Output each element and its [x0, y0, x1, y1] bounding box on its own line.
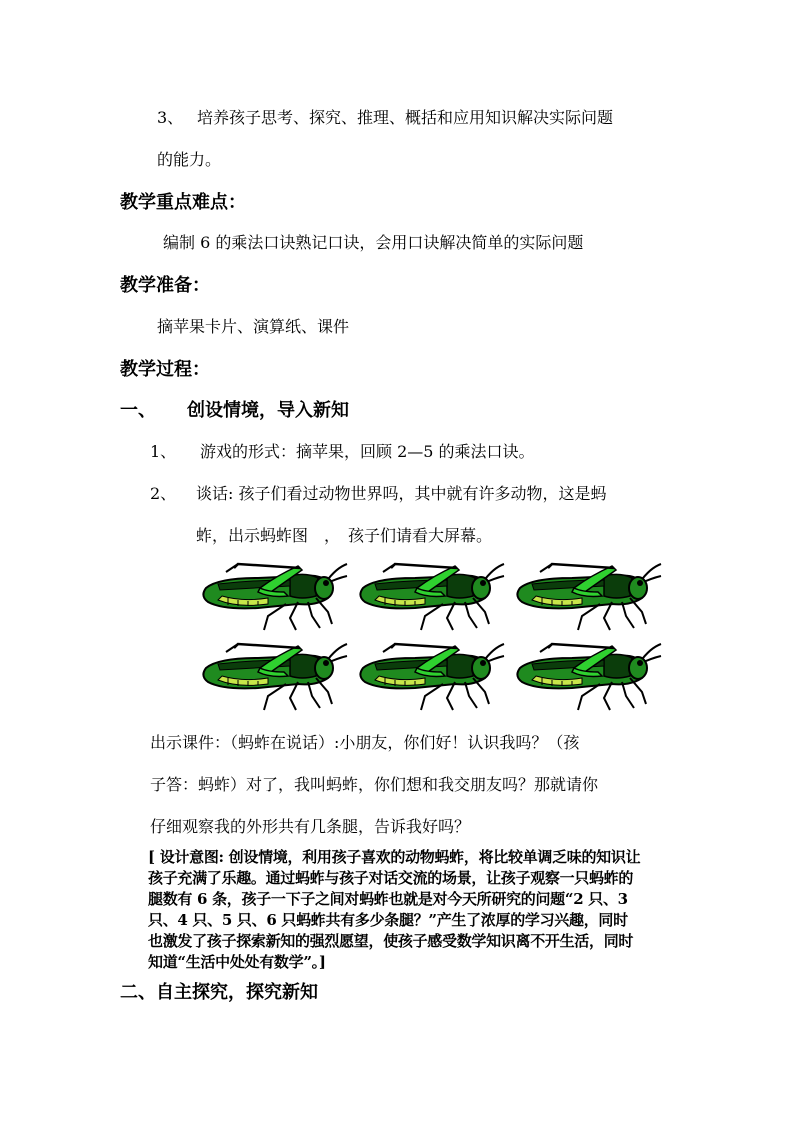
- grasshopper-image: [512, 638, 662, 712]
- preparation-text: 摘苹果卡片、演算纸、课件: [157, 317, 350, 336]
- key-points-heading: 教学重点难点：: [120, 192, 246, 213]
- step-2-number: 2、: [150, 484, 177, 503]
- grasshopper-row-1: [198, 558, 662, 632]
- design-note-line6: 知道“生活中处处有数学”。]: [148, 953, 326, 971]
- dialogue-line2: 子答：蚂蚱）对了，我叫蚂蚱，你们想和我交朋友吗？那就请你: [150, 775, 599, 794]
- step-1-number: 1、: [150, 442, 177, 461]
- key-points-text: 编制 6 的乘法口诀熟记口诀，会用口诀解决简单的实际问题: [163, 233, 584, 252]
- step-2-line1: 谈话: 孩子们看过动物世界吗，其中就有许多动物，这是蚂: [196, 484, 607, 503]
- section-1-title: 创设情境，导入新知: [187, 400, 349, 421]
- grasshopper-row-2: [198, 638, 662, 712]
- grasshopper-image: [198, 638, 348, 712]
- step-2-line2: 蚱，出示蚂蚱图 ， 孩子们请看大屏幕。: [196, 526, 493, 545]
- grasshopper-image: [512, 558, 662, 632]
- grasshopper-image: [198, 558, 348, 632]
- process-heading: 教学过程：: [120, 359, 210, 380]
- design-note-line1: [ 设计意图: 创设情境，利用孩子喜欢的动物蚂蚱，将比较单调乏味的知识让: [148, 848, 641, 866]
- preparation-heading: 教学准备：: [120, 275, 210, 296]
- objective-3-line2: 的能力。: [157, 150, 222, 169]
- design-note-line5: 也激发了孩子探索新知的强烈愿望，使孩子感受数学知识离不开生活，同时: [148, 932, 634, 950]
- section-1-number: 一、: [120, 400, 156, 421]
- design-note-line2: 孩子充满了乐趣。通过蚂蚱与孩子对话交流的场景，让孩子观察一只蚂蚱的: [148, 869, 634, 887]
- grasshopper-image: [355, 558, 505, 632]
- design-note-line3: 腿数有 6 条，孩子一下子之间对蚂蚱也就是对今天所研究的问题“2 只、3: [148, 890, 628, 908]
- grasshopper-image: [355, 638, 505, 712]
- step-1-text: 游戏的形式：摘苹果，回顾 2—5 的乘法口诀。: [200, 442, 535, 461]
- objective-3-number: 3、: [157, 108, 184, 127]
- objective-3-line1: 培养孩子思考、探究、推理、概括和应用知识解决实际问题: [197, 108, 614, 127]
- design-note-line4: 只、4 只、5 只、6 只蚂蚱共有多少条腿？”产生了浓厚的学习兴趣，同时: [148, 911, 628, 929]
- section-2-title: 二、自主探究，探究新知: [120, 982, 318, 1003]
- dialogue-line3: 仔细观察我的外形共有几条腿，告诉我好吗？: [150, 817, 471, 836]
- dialogue-line1: 出示课件：（蚂蚱在说话）:小朋友，你们好！认识我吗？（孩: [150, 733, 580, 752]
